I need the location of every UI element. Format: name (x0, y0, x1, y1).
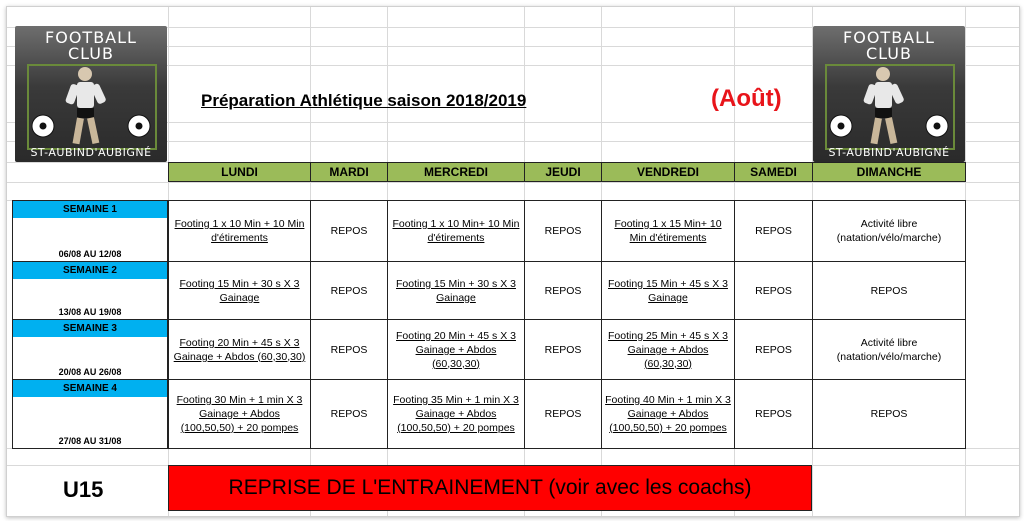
header-jeudi: JEUDI (524, 162, 602, 182)
cell-text: REPOS (330, 343, 368, 356)
week-label: SEMAINE 1 (13, 201, 167, 218)
cell-text: Footing 1 x 15 Min+ 10 Min d'étirements (614, 218, 722, 244)
week-2-vendredi (601, 261, 735, 320)
cell-text: REPOS (755, 408, 792, 420)
cell-text: REPOS (544, 284, 582, 297)
header-mardi: MARDI (310, 162, 388, 182)
cell-text: Footing 40 Min + 1 min X 3 Gainage + Abdos (100,50,50) + 20 pompes (605, 394, 731, 434)
logo-line2: CLUB (68, 44, 114, 63)
week-1-lundi (168, 200, 311, 262)
week-4-mercredi (387, 379, 525, 449)
reprise-banner: REPRISE DE L'ENTRAINEMENT (voir avec les coachs) (168, 465, 812, 511)
cell-text: Footing 1 x 10 Min+ 10 Min d'étirements (392, 218, 520, 244)
cell-text: REPOS (870, 284, 908, 297)
week-1-vendredi (601, 200, 735, 262)
week-3-samedi (734, 319, 813, 380)
cell-text: REPOS (330, 225, 368, 237)
cell-text: Footing 1 x 10 Min + 10 Min d'étirements (174, 218, 305, 244)
logo-line2: CLUB (866, 44, 912, 63)
week-2-label (12, 261, 168, 320)
cell-text: Footing 15 Min + 30 s X 3 Gainage (179, 277, 300, 304)
header-vendredi: VENDREDI (601, 162, 735, 182)
week-3-lundi (168, 319, 311, 380)
club-logo-left (15, 26, 167, 162)
cell-text: REPOS (330, 284, 368, 297)
week-label: SEMAINE 4 (13, 380, 167, 397)
week-2-mardi (310, 261, 388, 320)
week-dates: 13/08 AU 19/08 (58, 307, 122, 317)
week-1-label (12, 200, 168, 262)
cell-text: REPOS (330, 408, 368, 420)
cell-text: Footing 15 Min + 30 s X 3 Gainage (396, 277, 516, 304)
header-samedi: SAMEDI (734, 162, 813, 182)
cell-text: REPOS (870, 408, 908, 420)
cell-text: REPOS (755, 225, 792, 237)
week-1-mercredi (387, 200, 525, 262)
cell-text: REPOS (755, 343, 792, 356)
week-2-mercredi (387, 261, 525, 320)
cell-text: Footing 25 Min + 45 s X 3 Gainage + Abdos (60,30,30) (608, 329, 728, 370)
week-3-vendredi (601, 319, 735, 380)
week-label: SEMAINE 2 (13, 262, 167, 279)
week-label: SEMAINE 3 (13, 320, 167, 337)
team-label: U15 (63, 477, 104, 502)
logo-line3: ST-AUBIND'AUBIGNÉ (30, 146, 152, 159)
week-4-lundi (168, 379, 311, 449)
logo-line1: FOOTBALL (45, 28, 137, 47)
week-dates: 27/08 AU 31/08 (58, 436, 122, 446)
cell-text: Activité libre (natation/vélo/marche) (836, 336, 942, 363)
cell-text: Footing 20 Min + 45 s X 3 Gainage + Abdos (60,30,30) (396, 329, 516, 370)
cell-text: REPOS (755, 284, 792, 297)
week-3-dimanche (812, 319, 966, 380)
header-mercredi: MERCREDI (387, 162, 525, 182)
week-4-samedi (734, 379, 813, 449)
week-2-dimanche (812, 261, 966, 320)
week-3-mardi (310, 319, 388, 380)
page-title: Préparation Athlétique saison 2018/2019 (201, 91, 527, 110)
week-4-mardi (310, 379, 388, 449)
week-1-dimanche (812, 200, 966, 262)
cell-text: Footing 20 Min + 45 s X 3 Gainage + Abdos (60,30,30) (173, 336, 306, 363)
week-3-mercredi (387, 319, 525, 380)
logo-line1: FOOTBALL (843, 28, 935, 47)
spreadsheet (6, 6, 1020, 517)
week-1-samedi (734, 200, 813, 262)
cell-text: Activité libre (natation/vélo/marche) (836, 218, 942, 244)
header-dimanche: DIMANCHE (812, 162, 966, 182)
week-3-label (12, 319, 168, 380)
week-4-vendredi (601, 379, 735, 449)
week-2-lundi (168, 261, 311, 320)
cell-text: REPOS (544, 408, 582, 420)
week-2-jeudi (524, 261, 602, 320)
month-label: (Août) (711, 85, 782, 112)
week-4-jeudi (524, 379, 602, 449)
week-3-jeudi (524, 319, 602, 380)
week-4-dimanche (812, 379, 966, 449)
club-logo-right (813, 26, 965, 162)
week-dates: 06/08 AU 12/08 (58, 249, 122, 259)
cell-text: Footing 15 Min + 45 s X 3 Gainage (608, 277, 728, 304)
week-1-jeudi (524, 200, 602, 262)
grid-line (7, 182, 1019, 183)
week-4-label (12, 379, 168, 449)
cell-text: REPOS (544, 225, 582, 237)
cell-text: Footing 30 Min + 1 min X 3 Gainage + Abdos (100,50,50) + 20 pompes (176, 394, 303, 434)
logo-line3: ST-AUBIND'AUBIGNÉ (828, 146, 950, 159)
header-lundi: LUNDI (168, 162, 311, 182)
week-dates: 20/08 AU 26/08 (58, 367, 122, 377)
cell-text: Footing 35 Min + 1 min X 3 Gainage + Abdos (100,50,50) + 20 pompes (393, 394, 519, 434)
cell-text: REPOS (544, 343, 582, 356)
week-1-mardi (310, 200, 388, 262)
week-2-samedi (734, 261, 813, 320)
